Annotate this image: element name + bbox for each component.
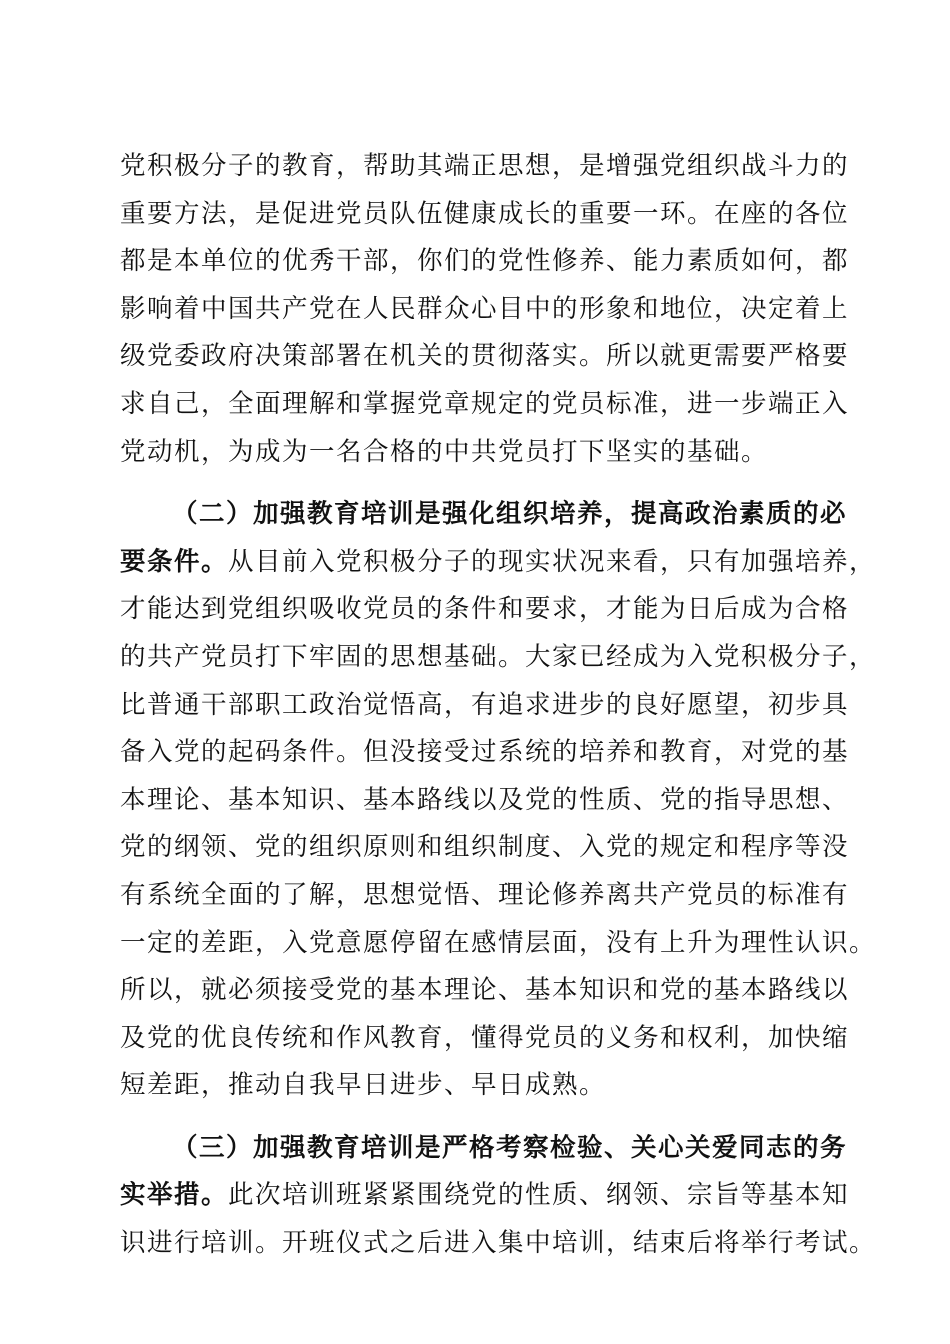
text-line: 党积极分子的教育，帮助其端正思想，是增强党组织战斗力的 (120, 151, 850, 181)
text-line: 的共产党员打下牢固的思想基础。大家已经成为入党积极分子， (120, 641, 877, 672)
text-run: 此次培训班紧紧围绕党的性质、纲领、宗旨等基本知 (228, 1180, 850, 1211)
text-run: 从目前入党积极分子的现实状况来看，只有加强培养， (228, 546, 877, 577)
paragraph-1 (120, 143, 850, 476)
text-line: 党的纲领、党的组织原则和组织制度、入党的规定和程序等没 (120, 832, 850, 863)
text-line: 级党委政府决策部署在机关的贯彻落实。所以就更需要严格要 (120, 341, 850, 372)
paragraph-gap (120, 476, 840, 491)
paragraph-3 (120, 1125, 877, 1268)
section-heading-3: （三）加强教育培训是严格考察检验、关心关爱同志的务 (172, 1132, 848, 1163)
paragraph-2 (120, 491, 877, 1110)
text-line: 及党的优良传统和作风教育，懂得党员的义务和权利，加快缩 (120, 1022, 850, 1053)
text-line: 都是本单位的优秀干部，你们的党性修养、能力素质如何，都 (120, 246, 850, 277)
section-heading-2: （二）加强教育培训是强化组织培养，提高政治素质的必 (172, 499, 848, 530)
text-line: 本理论、基本知识、基本路线以及党的性质、党的指导思想、 (120, 784, 850, 815)
text-line: 一定的差距，入党意愿停留在感情层面，没有上升为理性认识。 (120, 927, 877, 958)
section-heading-2-end: 要条件。 (120, 546, 229, 577)
text-line (120, 1172, 850, 1220)
text-line: 识进行培训。开班仪式之后进入集中培训，结束后将举行考试。 (120, 1228, 877, 1259)
body-text (120, 143, 877, 1268)
paragraph-gap (120, 1110, 840, 1125)
text-line: 比普通干部职工政治觉悟高，有追求进步的良好愿望，初步具 (120, 689, 850, 720)
section-heading-3-end: 实举措。 (120, 1180, 229, 1211)
text-line: 有系统全面的了解，思想觉悟、理论修养离共产党员的标准有 (120, 879, 850, 910)
text-line: 短差距，推动自我早日进步、早日成熟。 (120, 1070, 607, 1101)
text-line: 影响着中国共产党在人民群众心目中的形象和地位，决定着上 (120, 293, 850, 324)
text-line (120, 539, 877, 587)
text-line: 所以，就必须接受党的基本理论、基本知识和党的基本路线以 (120, 975, 850, 1006)
text-line: 求自己，全面理解和掌握党章规定的党员标准，进一步端正入 (120, 388, 850, 419)
text-line: 重要方法，是促进党员队伍健康成长的重要一环。在座的各位 (120, 198, 850, 229)
text-line: 备入党的起码条件。但没接受过系统的培养和教育，对党的基 (120, 737, 850, 768)
text-line: 才能达到党组织吸收党员的条件和要求，才能为日后成为合格 (120, 594, 850, 625)
text-line: 党动机，为成为一名合格的中共党员打下坚实的基础。 (120, 436, 769, 467)
